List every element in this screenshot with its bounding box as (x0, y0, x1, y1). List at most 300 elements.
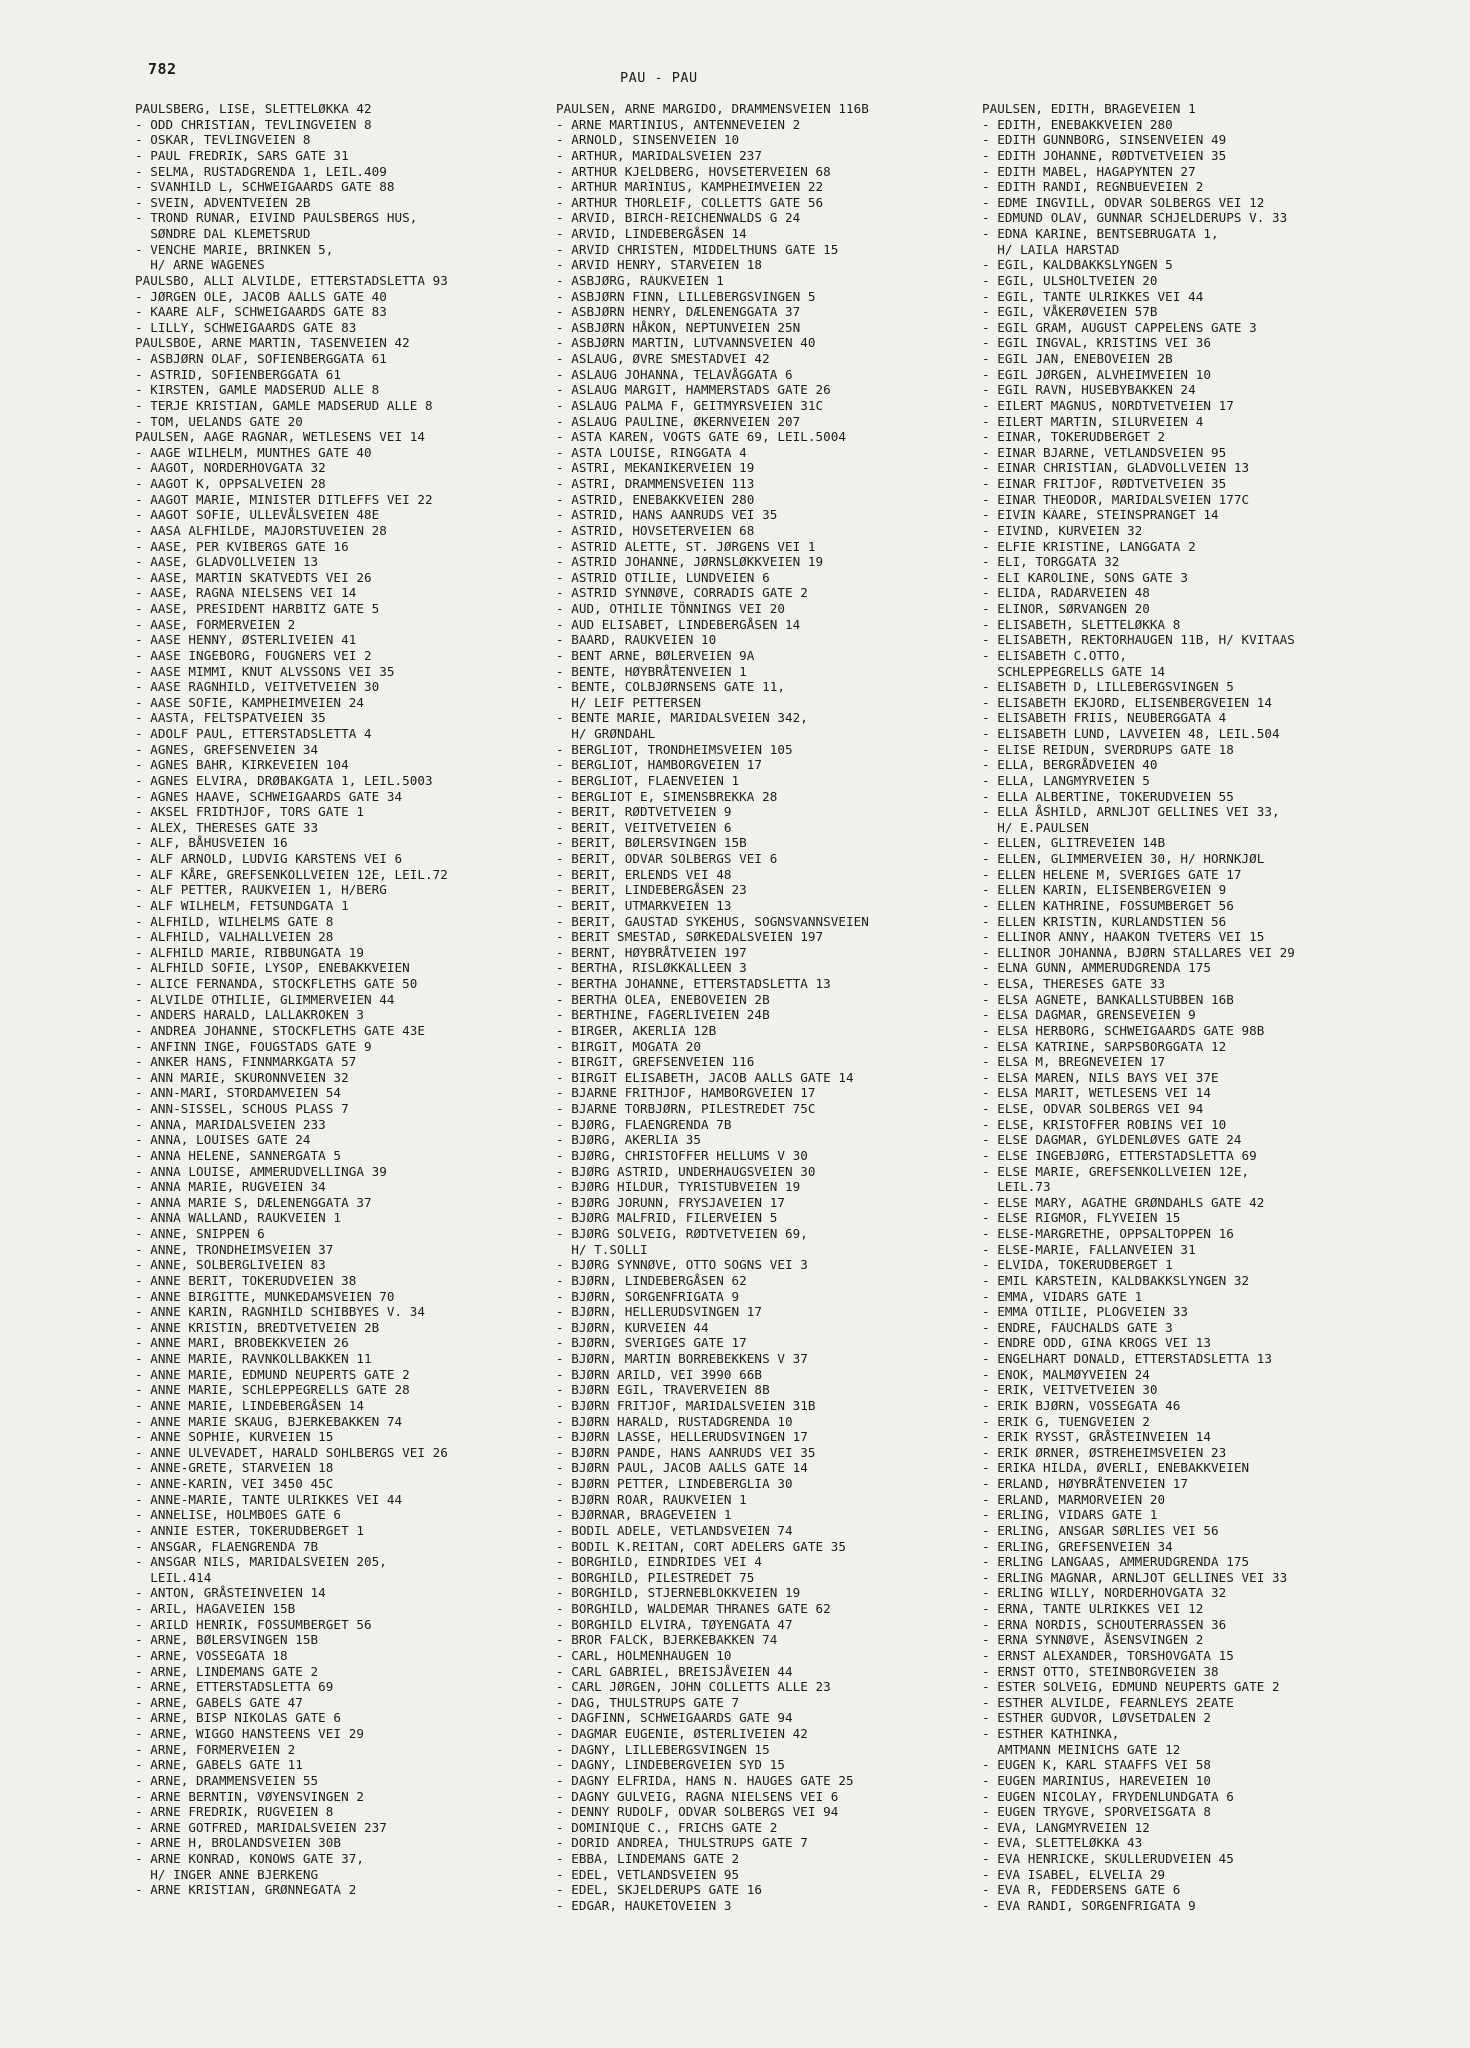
directory-entry-line: - AKSEL FRIDTHJOF, TORS GATE 1 (135, 804, 364, 820)
directory-entry-line: - ERNA, TANTE ULRIKKES VEI 12 (982, 1601, 1204, 1616)
directory-entry-line: - AAGOT MARIE, MINISTER DITLEFFS VEI 22 (135, 491, 433, 507)
directory-entry-line: - ELISABETH FRIIS, NEUBERGGATA 4 (982, 710, 1227, 726)
directory-entry-line: - ALFHILD MARIE, RIBBUNGATA 19 (135, 944, 364, 960)
directory-entry-line: - ADOLF PAUL, ETTERSTADSLETTA 4 (135, 726, 372, 741)
directory-entry-line: - ERNA SYNNØVE, ÅSENSVINGEN 2 (982, 1632, 1204, 1648)
directory-entry-line: - ESTHER GUDVOR, LØVSETDALEN 2 (982, 1710, 1211, 1726)
directory-entry-line: - BJØRN, SVERIGES GATE 17 (556, 1335, 747, 1351)
directory-entry-line: - AAGOT K, OPPSALVEIEN 28 (135, 476, 326, 491)
directory-entry-line: - EDITH RANDI, REGNBUEVEIEN 2 (982, 179, 1204, 195)
directory-entry-line: - ARTHUR, MARIDALSVEIEN 237 (556, 147, 763, 163)
directory-entry-line: - ELLINOR ANNY, HAAKON TVETERS VEI 15 (982, 929, 1265, 945)
directory-entry-line: - EDEL, VETLANDSVEIEN 95 (556, 1866, 740, 1882)
directory-entry-line: - ASTRID, SOFIENBERGGATA 61 (135, 366, 342, 382)
directory-entry-line: - ELLA, BERGRÅDVEIEN 40 (982, 757, 1158, 773)
directory-entry-line: - ASTRID SYNNØVE, CORRADIS GATE 2 (556, 585, 808, 601)
directory-entry-line: - AASE, PER KVIBERGS GATE 16 (135, 538, 349, 554)
directory-entry-line: - BODIL K.REITAN, CORT ADELERS GATE 35 (556, 1538, 847, 1554)
directory-entry-line: - ELISABETH C.OTTO, (982, 647, 1128, 663)
directory-entry-line: - ALFHILD, VALHALLVEIEN 28 (135, 929, 334, 945)
directory-entry-line: - ASTRI, DRAMMENSVEIEN 113 (556, 476, 755, 491)
directory-entry-line: - AASE, FORMERVEIEN 2 (135, 616, 296, 632)
directory-entry-line: - SVEIN, ADVENTVEIEN 2B (135, 194, 311, 210)
directory-entry-line: - BERTHA JOHANNE, ETTERSTADSLETTA 13 (556, 976, 831, 991)
directory-entry-line: - BERGLIOT E, SIMENSBREKKA 28 (556, 788, 778, 804)
directory-entry-line: - BENTE, HØYBRÅTENVEIEN 1 (556, 663, 747, 679)
directory-entry-line: - EDME INGVILL, ODVAR SOLBERGS VEI 12 (982, 194, 1265, 210)
directory-entry-line: - ALICE FERNANDA, STOCKFLETHS GATE 50 (135, 976, 418, 991)
directory-entry-line: - ANTON, GRÅSTEINVEIEN 14 (135, 1585, 326, 1601)
directory-entry-line: - DOMINIQUE C., FRICHS GATE 2 (556, 1819, 778, 1835)
directory-entry-line: - ANN MARIE, SKURONNVEIEN 32 (135, 1069, 349, 1085)
directory-entry-line: - EINAR THEODOR, MARIDALSVEIEN 177C (982, 491, 1250, 507)
directory-entry-line: - ENDRE, FAUCHALDS GATE 3 (982, 1319, 1173, 1335)
directory-entry-line: - ERIK, VEITVETVEIEN 30 (982, 1382, 1158, 1398)
directory-entry-line: - BIRGIT, GREFSENVEIEN 116 (556, 1054, 755, 1070)
directory-entry-line: - BERIT, GAUSTAD SYKEHUS, SOGNSVANNSVEIEN (556, 913, 869, 929)
directory-entry-line: - ERIK BJØRN, VOSSEGATA 46 (982, 1397, 1181, 1413)
directory-entry-line: - ALF PETTER, RAUKVEIEN 1, H/BERG (135, 882, 387, 898)
directory-entry-line: - ANN-SISSEL, SCHOUS PLASS 7 (135, 1101, 349, 1116)
directory-entry-line: AMTMANN MEINICHS GATE 12 (982, 1741, 1181, 1757)
directory-entry-line: - ALFHILD SOFIE, LYSOP, ENEBAKKVEIEN (135, 960, 410, 976)
directory-entry-line: - ENDRE ODD, GINA KROGS VEI 13 (982, 1335, 1211, 1351)
directory-entry-line: - AASE HENNY, ØSTERLIVEIEN 41 (135, 632, 357, 648)
directory-entry-line: - ASTRID JOHANNE, JØRNSLØKKVEIEN 19 (556, 554, 824, 570)
directory-entry-line: - ASTRID, ENEBAKKVEIEN 280 (556, 491, 755, 507)
directory-entry-line: - ARTHUR KJELDBERG, HOVSETERVEIEN 68 (556, 163, 831, 179)
directory-entry-line: - ARNE GOTFRED, MARIDALSVEIEN 237 (135, 1819, 387, 1835)
directory-entry-line: - ANNE, TRONDHEIMSVEIEN 37 (135, 1241, 334, 1257)
directory-entry-line: - EINAR BJARNE, VETLANDSVEIEN 95 (982, 444, 1227, 460)
directory-entry-line: LEIL.414 (135, 1569, 212, 1585)
directory-entry-line: - BERTHA, RISLØKKALLEEN 3 (556, 960, 747, 976)
directory-entry-line: - ASBJØRN FINN, LILLEBERGSVINGEN 5 (556, 288, 816, 304)
directory-entry-line: - ARNE KRISTIAN, GRØNNEGATA 2 (135, 1882, 357, 1898)
directory-entry-line: - EVA, SLETTELØKKA 43 (982, 1835, 1143, 1851)
directory-entry-line: - ANNA, LOUISES GATE 24 (135, 1132, 311, 1148)
directory-entry-line: - EDEL, SKJELDERUPS GATE 16 (556, 1882, 763, 1898)
directory-entry-line: - ANNE-MARIE, TANTE ULRIKKES VEI 44 (135, 1491, 403, 1507)
directory-entry-line: PAULSBERG, LISE, SLETTELØKKA 42 (135, 101, 372, 116)
directory-entry-line: - KAARE ALF, SCHWEIGAARDS GATE 83 (135, 304, 387, 320)
directory-entry-line: - EIVIN KAARE, STEINSPRANGET 14 (982, 507, 1219, 523)
directory-entry-line: - ARNE, FORMERVEIEN 2 (135, 1741, 296, 1757)
directory-entry-line: - ASBJØRN OLAF, SOFIENBERGGATA 61 (135, 351, 387, 366)
directory-entry-line: - EDITH GUNNBORG, SINSENVEIEN 49 (982, 132, 1227, 148)
directory-entry-line: - KIRSTEN, GAMLE MADSERUD ALLE 8 (135, 382, 380, 398)
directory-column-3 (982, 101, 1430, 1914)
directory-entry-line: PAULSBO, ALLI ALVILDE, ETTERSTADSLETTA 93 (135, 272, 448, 288)
directory-entry-line: - ELLEN KRISTIN, KURLANDSTIEN 56 (982, 913, 1227, 929)
directory-entry-line: - ARNOLD, SINSENVEIEN 10 (556, 132, 740, 148)
directory-entry-line: - AGNES ELVIRA, DRØBAKGATA 1, LEIL.5003 (135, 772, 433, 788)
directory-entry-line: - BJØRN ROAR, RAUKVEIEN 1 (556, 1491, 747, 1507)
directory-entry-line: - ELSA KATRINE, SARPSBORGGATA 12 (982, 1038, 1227, 1054)
directory-entry-line: - ELSE, ODVAR SOLBERGS VEI 94 (982, 1101, 1204, 1116)
directory-entry-line: - ELISABETH, REKTORHAUGEN 11B, H/ KVITAAS (982, 632, 1295, 648)
directory-entry-line: - EINAR CHRISTIAN, GLADVOLLVEIEN 13 (982, 460, 1250, 476)
directory-entry-line: - BJØRG, CHRISTOFFER HELLUMS V 30 (556, 1147, 808, 1163)
directory-entry-line: - EDNA KARINE, BENTSEBRUGATA 1, (982, 226, 1219, 241)
directory-entry-line: - ELSE INGEBJØRG, ETTERSTADSLETTA 69 (982, 1147, 1257, 1163)
directory-entry-line: H/ LAILA HARSTAD (982, 241, 1120, 257)
directory-entry-line: - TERJE KRISTIAN, GAMLE MADSERUD ALLE 8 (135, 397, 433, 413)
directory-entry-line: - AASTA, FELTSPATVEIEN 35 (135, 710, 326, 726)
directory-entry-line: - ANNA MARIE S, DÆLENENGGATA 37 (135, 1194, 372, 1210)
directory-entry-line: - AASE, MARTIN SKATVEDTS VEI 26 (135, 569, 372, 585)
directory-entry-line: - ERLING WILLY, NORDERHOVGATA 32 (982, 1585, 1227, 1601)
directory-entry-line: - ARTHUR THORLEIF, COLLETTS GATE 56 (556, 194, 824, 210)
directory-entry-line: - ANNE MARIE, LINDEBERGÅSEN 14 (135, 1397, 364, 1413)
directory-entry-line: - BORGHILD, STJERNEBLOKKVEIEN 19 (556, 1585, 801, 1601)
directory-entry-line: - ARNE BERNTIN, VØYENSVINGEN 2 (135, 1788, 364, 1804)
directory-entry-line: - AAGE WILHELM, MUNTHES GATE 40 (135, 444, 372, 460)
directory-entry-line: - ANDREA JOHANNE, STOCKFLETHS GATE 43E (135, 1022, 426, 1038)
directory-entry-line: - BJØRG JORUNN, FRYSJAVEIEN 17 (556, 1194, 785, 1210)
directory-entry-line: - CARL JØRGEN, JOHN COLLETTS ALLE 23 (556, 1679, 831, 1695)
directory-entry-line: - ERIK ØRNER, ØSTREHEIMSVEIEN 23 (982, 1444, 1227, 1460)
directory-entry-line: - ELSE DAGMAR, GYLDENLØVES GATE 24 (982, 1132, 1242, 1148)
directory-entry-line: - EVA HENRICKE, SKULLERUDVEIEN 45 (982, 1851, 1234, 1866)
directory-entry-line: - ASLAUG MARGIT, HAMMERSTADS GATE 26 (556, 382, 831, 398)
directory-entry-line: - OSKAR, TEVLINGVEIEN 8 (135, 132, 311, 148)
directory-entry-line: - ASBJØRN HÅKON, NEPTUNVEIEN 25N (556, 319, 801, 335)
directory-entry-line: - ERLING, ANSGAR SØRLIES VEI 56 (982, 1522, 1219, 1538)
directory-entry-line: - EUGEN K, KARL STAAFFS VEI 58 (982, 1757, 1211, 1773)
directory-entry-line: - ANNE-GRETE, STARVEIEN 18 (135, 1460, 334, 1476)
directory-entry-line: - ARILD HENRIK, FOSSUMBERGET 56 (135, 1616, 372, 1632)
directory-entry-line: - ARTHUR MARINIUS, KAMPHEIMVEIEN 22 (556, 179, 824, 195)
directory-entry-line: - EGIL, VÅKERØVEIEN 57B (982, 304, 1158, 320)
directory-entry-line: - ANNELISE, HOLMBOES GATE 6 (135, 1507, 342, 1523)
directory-entry-line: - ESTER SOLVEIG, EDMUND NEUPERTS GATE 2 (982, 1679, 1280, 1695)
directory-entry-line: H/ T.SOLLI (556, 1241, 648, 1257)
directory-entry-line: - ERIK RYSST, GRÅSTEINVEIEN 14 (982, 1429, 1211, 1445)
directory-entry-line: - EDITH MABEL, HAGAPYNTEN 27 (982, 163, 1196, 179)
directory-entry-line: - ELISABETH EKJORD, ELISENBERGVEIEN 14 (982, 694, 1273, 710)
directory-entry-line: - ARNE, BISP NIKOLAS GATE 6 (135, 1710, 342, 1726)
directory-entry-line: - ANNE KRISTIN, BREDTVETVEIEN 2B (135, 1319, 380, 1335)
directory-entry-line: - ELLA ÅSHILD, ARNLJOT GELLINES VEI 33, (982, 804, 1280, 820)
directory-entry-line: - ESTHER KATHINKA, (982, 1726, 1120, 1741)
directory-entry-line: - EVA, LANGMYRVEIEN 12 (982, 1819, 1150, 1835)
directory-entry-line: - BENTE, COLBJØRNSENS GATE 11, (556, 679, 785, 695)
directory-entry-line: - ARNE, GABELS GATE 11 (135, 1757, 303, 1773)
directory-entry-line: - ELFIE KRISTINE, LANGGATA 2 (982, 538, 1196, 554)
directory-entry-line: - BENT ARNE, BØLERVEIEN 9A (556, 647, 755, 663)
directory-entry-line: - BJØRN PANDE, HANS AANRUDS VEI 35 (556, 1444, 816, 1460)
directory-entry-line: - ESTHER ALVILDE, FEARNLEYS 2EATE (982, 1694, 1234, 1710)
directory-entry-line: - ASTRI, MEKANIKERVEIEN 19 (556, 460, 755, 476)
directory-entry-line: - ELSE MARY, AGATHE GRØNDAHLS GATE 42 (982, 1194, 1265, 1210)
directory-entry-line: - EGIL JAN, ENEBOVEIEN 2B (982, 351, 1173, 366)
directory-entry-line: - ELLA, LANGMYRVEIEN 5 (982, 772, 1150, 788)
directory-entry-line: - ELSE MARIE, GREFSENKOLLVEIEN 12E, (982, 1163, 1250, 1179)
directory-entry-line: - ELSE-MARGRETHE, OPPSALTOPPEN 16 (982, 1226, 1234, 1241)
directory-entry-line: - BJØRN, HELLERUDSVINGEN 17 (556, 1304, 763, 1320)
directory-entry-line: - EVA R, FEDDERSENS GATE 6 (982, 1882, 1181, 1898)
directory-entry-line: - EUGEN TRYGVE, SPORVEISGATA 8 (982, 1804, 1211, 1820)
directory-entry-line: - AASE MIMMI, KNUT ALVSSONS VEI 35 (135, 663, 395, 679)
directory-entry-line: - BJØRN LASSE, HELLERUDSVINGEN 17 (556, 1429, 808, 1445)
directory-entry-line: - ASLAUG PALMA F, GEITMYRSVEIEN 31C (556, 397, 824, 413)
directory-entry-line: - EGIL GRAM, AUGUST CAPPELENS GATE 3 (982, 319, 1257, 335)
directory-entry-line: - ELISABETH, SLETTELØKKA 8 (982, 616, 1181, 632)
directory-entry-line: - EILERT MARTIN, SILURVEIEN 4 (982, 413, 1204, 429)
directory-entry-line: - BORGHILD, EINDRIDES VEI 4 (556, 1554, 763, 1570)
directory-entry-line: - EGIL, KALDBAKKSLYNGEN 5 (982, 257, 1173, 273)
directory-entry-line: - AASA ALFHILDE, MAJORSTUVEIEN 28 (135, 522, 387, 538)
directory-entry-line: - BERIT, ODVAR SOLBERGS VEI 6 (556, 851, 778, 866)
directory-entry-line: - ELLEN HELENE M, SVERIGES GATE 17 (982, 866, 1242, 882)
directory-entry-line: - BAARD, RAUKVEIEN 10 (556, 632, 717, 648)
directory-entry-line: - ERIK G, TUENGVEIEN 2 (982, 1413, 1150, 1429)
directory-entry-line: - ANSGAR, FLAENGRENDA 7B (135, 1538, 319, 1554)
directory-entry-line: - ANNE MARI, BROBEKKVEIEN 26 (135, 1335, 349, 1351)
directory-entry-line: - DAGNY ELFRIDA, HANS N. HAUGES GATE 25 (556, 1772, 854, 1788)
directory-entry-line: - ELLEN KATHRINE, FOSSUMBERGET 56 (982, 897, 1234, 913)
directory-entry-line: - EILERT MAGNUS, NORDTVETVEIEN 17 (982, 397, 1234, 413)
directory-entry-line: - ANNIE ESTER, TOKERUDBERGET 1 (135, 1522, 364, 1538)
directory-entry-line: - BJØRN PETTER, LINDEBERGLIA 30 (556, 1476, 793, 1491)
directory-entry-line: - ANNE, SOLBERGLIVEIEN 83 (135, 1257, 326, 1273)
directory-entry-line: - ANNA WALLAND, RAUKVEIEN 1 (135, 1210, 342, 1226)
directory-entry-line: - SVANHILD L, SCHWEIGAARDS GATE 88 (135, 179, 395, 195)
directory-entry-line: - EMMA OTILIE, PLOGVEIEN 33 (982, 1304, 1189, 1320)
directory-entry-line: - TOM, UELANDS GATE 20 (135, 413, 303, 429)
directory-entry-line: - ARNE, WIGGO HANSTEENS VEI 29 (135, 1726, 364, 1741)
directory-entry-line: - ARNE KONRAD, KONOWS GATE 37, (135, 1851, 364, 1866)
directory-entry-line: - EINAR, TOKERUDBERGET 2 (982, 429, 1166, 445)
directory-entry-line: - BERIT, BØLERSVINGEN 15B (556, 835, 747, 851)
directory-entry-line: - AAGOT SOFIE, ULLEVÅLSVEIEN 48E (135, 507, 380, 523)
directory-entry-line: - ELSA MARIT, WETLESENS VEI 14 (982, 1085, 1211, 1101)
directory-entry-line: - ELLEN, GLITREVEIEN 14B (982, 835, 1166, 851)
directory-entry-line: - ELLEN KARIN, ELISENBERGVEIEN 9 (982, 882, 1227, 898)
directory-entry-line: - BIRGIT ELISABETH, JACOB AALLS GATE 14 (556, 1069, 854, 1085)
directory-entry-line: - ELSA AGNETE, BANKALLSTUBBEN 16B (982, 991, 1234, 1007)
directory-entry-line: - ALVILDE OTHILIE, GLIMMERVEIEN 44 (135, 991, 395, 1007)
directory-entry-line: - BJØRN FRITJOF, MARIDALSVEIEN 31B (556, 1397, 816, 1413)
directory-entry-line: - EUGEN NICOLAY, FRYDENLUNDGATA 6 (982, 1788, 1234, 1804)
directory-entry-line: H/ E.PAULSEN (982, 819, 1089, 835)
directory-column-2 (556, 101, 974, 1914)
directory-entry-line: - ERLING LANGAAS, AMMERUDGRENDA 175 (982, 1554, 1250, 1570)
directory-entry-line: - ELSE, KRISTOFFER ROBINS VEI 10 (982, 1116, 1227, 1132)
directory-entry-line: - ANNE-KARIN, VEI 3450 45C (135, 1476, 334, 1491)
directory-entry-line: - EUGEN MARINIUS, HAREVEIEN 10 (982, 1772, 1211, 1788)
directory-entry-line: - ALF WILHELM, FETSUNDGATA 1 (135, 897, 349, 913)
directory-entry-line: - ALF, BÅHUSVEIEN 16 (135, 835, 288, 851)
directory-entry-line: PAULSEN, EDITH, BRAGEVEIEN 1 (982, 101, 1196, 116)
directory-entry-line: - ELLINOR JOHANNA, BJØRN STALLARES VEI 29 (982, 944, 1295, 960)
directory-entry-line: - AASE, RAGNA NIELSENS VEI 14 (135, 585, 357, 601)
directory-entry-line: - DAG, THULSTRUPS GATE 7 (556, 1694, 740, 1710)
directory-entry-line: - BIRGIT, MOGATA 20 (556, 1038, 702, 1054)
directory-entry-line: - ERLING MAGNAR, ARNLJOT GELLINES VEI 33 (982, 1569, 1288, 1585)
directory-entry-line: - BENTE MARIE, MARIDALSVEIEN 342, (556, 710, 808, 726)
directory-entry-line: - ANNE SOPHIE, KURVEIEN 15 (135, 1429, 334, 1445)
directory-entry-line: - ELISE REIDUN, SVERDRUPS GATE 18 (982, 741, 1234, 757)
directory-entry-line: - BJØRG MALFRID, FILERVEIEN 5 (556, 1210, 778, 1226)
directory-entry-line: - ASTRID, HANS AANRUDS VEI 35 (556, 507, 778, 523)
directory-entry-line: - ERNST OTTO, STEINBORGVEIEN 38 (982, 1663, 1219, 1679)
directory-entry-line: - EVA ISABEL, ELVELIA 29 (982, 1866, 1166, 1882)
directory-entry-line: - ALFHILD, WILHELMS GATE 8 (135, 913, 334, 929)
directory-entry-line: - EDGAR, HAUKETOVEIEN 3 (556, 1897, 732, 1913)
directory-entry-line: - ENGELHART DONALD, ETTERSTADSLETTA 13 (982, 1351, 1273, 1366)
directory-entry-line: - BJØRNAR, BRAGEVEIEN 1 (556, 1507, 732, 1523)
directory-entry-line: - ERNA NORDIS, SCHOUTERRASSEN 36 (982, 1616, 1227, 1632)
directory-entry-line: - BJARNE TORBJØRN, PILESTREDET 75C (556, 1101, 816, 1116)
directory-entry-line: - ARVID, LINDEBERGÅSEN 14 (556, 226, 747, 241)
directory-entry-line: - BJØRN PAUL, JACOB AALLS GATE 14 (556, 1460, 808, 1476)
directory-entry-line: - ASTA LOUISE, RINGGATA 4 (556, 444, 747, 460)
directory-entry-line: - ELLEN, GLIMMERVEIEN 30, H/ HORNKJØL (982, 851, 1265, 866)
directory-entry-line: - ANNE BIRGITTE, MUNKEDAMSVEIEN 70 (135, 1288, 395, 1304)
directory-entry-line: - BJØRN HARALD, RUSTADGRENDA 10 (556, 1413, 793, 1429)
directory-entry-line: - ARNE, LINDEMANS GATE 2 (135, 1663, 319, 1679)
directory-entry-line: - BERIT, LINDEBERGÅSEN 23 (556, 882, 747, 898)
directory-entry-line: - ELSA M, BREGNEVEIEN 17 (982, 1054, 1166, 1070)
directory-entry-line: - BJØRG, FLAENGRENDA 7B (556, 1116, 732, 1132)
directory-entry-line: - BJØRN, KURVEIEN 44 (556, 1319, 709, 1335)
directory-entry-line: - ELSA DAGMAR, GRENSEVEIEN 9 (982, 1007, 1196, 1023)
directory-entry-line: - ASLAUG JOHANNA, TELAVÅGGATA 6 (556, 366, 793, 382)
directory-entry-line: - AAGOT, NORDERHOVGATA 32 (135, 460, 326, 476)
directory-entry-line: - ERLING, VIDARS GATE 1 (982, 1507, 1158, 1523)
directory-entry-line: - ANKER HANS, FINNMARKGATA 57 (135, 1054, 357, 1070)
directory-entry-line: - BERTHINE, FAGERLIVEIEN 24B (556, 1007, 770, 1023)
directory-entry-line: - EGIL RAVN, HUSEBYBAKKEN 24 (982, 382, 1196, 398)
directory-entry-line: SØNDRE DAL KLEMETSRUD (135, 226, 311, 241)
directory-entry-line: - BIRGER, AKERLIA 12B (556, 1022, 717, 1038)
directory-entry-line: - BJØRN, MARTIN BORREBEKKENS V 37 (556, 1351, 808, 1366)
directory-entry-line: - CARL GABRIEL, BREISJÅVEIEN 44 (556, 1663, 793, 1679)
directory-entry-line: - DORID ANDREA, THULSTRUPS GATE 7 (556, 1835, 808, 1851)
directory-entry-line: - ALF ARNOLD, LUDVIG KARSTENS VEI 6 (135, 851, 403, 866)
directory-entry-line: - ANNA, MARIDALSVEIEN 233 (135, 1116, 326, 1132)
directory-entry-line: - ERLING, GREFSENVEIEN 34 (982, 1538, 1173, 1554)
directory-entry-line: - AUD ELISABET, LINDEBERGÅSEN 14 (556, 616, 801, 632)
directory-entry-line: - ASBJØRG, RAUKVEIEN 1 (556, 272, 724, 288)
directory-entry-line: - ANFINN INGE, FOUGSTADS GATE 9 (135, 1038, 372, 1054)
directory-entry-line: - ASLAUG PAULINE, ØKERNVEIEN 207 (556, 413, 801, 429)
directory-entry-line: - DENNY RUDOLF, ODVAR SOLBERGS VEI 94 (556, 1804, 839, 1820)
directory-entry-line: - VENCHE MARIE, BRINKEN 5, (135, 241, 334, 257)
directory-entry-line: - ELLA ALBERTINE, TOKERUDVEIEN 55 (982, 788, 1234, 804)
directory-entry-line: - AGNES BAHR, KIRKEVEIEN 104 (135, 757, 349, 773)
directory-entry-line: LEIL.73 (982, 1179, 1051, 1195)
directory-entry-line: - ANSGAR NILS, MARIDALSVEIEN 205, (135, 1554, 387, 1570)
directory-entry-line: - BJØRG SOLVEIG, RØDTVETVEIEN 69, (556, 1226, 808, 1241)
directory-entry-line: - LILLY, SCHWEIGAARDS GATE 83 (135, 319, 357, 335)
directory-entry-line: - CARL, HOLMENHAUGEN 10 (556, 1647, 732, 1663)
running-head: PAU - PAU (620, 70, 698, 86)
directory-entry-line: - AASE SOFIE, KAMPHEIMVEIEN 24 (135, 694, 364, 710)
directory-entry-line: - ELISABETH LUND, LAVVEIEN 48, LEIL.504 (982, 726, 1280, 741)
directory-entry-line: - BJØRN, SORGENFRIGATA 9 (556, 1288, 740, 1304)
directory-entry-line: - AASE, PRESIDENT HARBITZ GATE 5 (135, 601, 380, 616)
directory-entry-line: - EGIL JØRGEN, ALVHEIMVEIEN 10 (982, 366, 1211, 382)
directory-entry-line: - BODIL ADELE, VETLANDSVEIEN 74 (556, 1522, 793, 1538)
directory-entry-line: - BORGHILD, PILESTREDET 75 (556, 1569, 755, 1585)
directory-entry-line: - EVA RANDI, SORGENFRIGATA 9 (982, 1897, 1196, 1913)
directory-entry-line: - ELNA GUNN, AMMERUDGRENDA 175 (982, 960, 1211, 976)
directory-entry-line: - BROR FALCK, BJERKEBAKKEN 74 (556, 1632, 778, 1648)
page-number: 782 (148, 60, 177, 78)
directory-entry-line: PAULSEN, AAGE RAGNAR, WETLESENS VEI 14 (135, 429, 426, 445)
directory-entry-line: - BERIT, RØDTVETVEIEN 9 (556, 804, 732, 820)
directory-entry-line: - ASTRID ALETTE, ST. JØRGENS VEI 1 (556, 538, 816, 554)
directory-entry-line: - ARIL, HAGAVEIEN 15B (135, 1601, 296, 1616)
directory-entry-line: PAULSEN, ARNE MARGIDO, DRAMMENSVEIEN 116B (556, 101, 869, 116)
directory-entry-line: - BERIT, VEITVETVEIEN 6 (556, 819, 732, 835)
directory-entry-line: - BJØRG HILDUR, TYRISTUBVEIEN 19 (556, 1179, 801, 1195)
directory-entry-line: - ELISABETH D, LILLEBERGSVINGEN 5 (982, 679, 1234, 695)
directory-entry-line: - DAGFINN, SCHWEIGAARDS GATE 94 (556, 1710, 793, 1726)
directory-entry-line: - ELINOR, SØRVANGEN 20 (982, 601, 1150, 616)
directory-entry-line: - ELVIDA, TOKERUDBERGET 1 (982, 1257, 1173, 1273)
directory-entry-line: - ANNE BERIT, TOKERUDVEIEN 38 (135, 1272, 357, 1288)
directory-entry-line: - PAUL FREDRIK, SARS GATE 31 (135, 147, 349, 163)
directory-entry-line: - ARVID HENRY, STARVEIEN 18 (556, 257, 763, 273)
directory-entry-line: - ASTRID, HOVSETERVEIEN 68 (556, 522, 755, 538)
directory-entry-line: - BJØRN ARILD, VEI 3990 66B (556, 1366, 763, 1382)
directory-entry-line: - ARNE FREDRIK, RUGVEIEN 8 (135, 1804, 334, 1820)
directory-entry-line: - BERIT, ERLENDS VEI 48 (556, 866, 732, 882)
directory-entry-line: - AGNES HAAVE, SCHWEIGAARDS GATE 34 (135, 788, 403, 804)
directory-entry-line: - EDMUND OLAV, GUNNAR SCHJELDERUPS V. 33 (982, 210, 1288, 226)
directory-entry-line: - ANNE MARIE, EDMUND NEUPERTS GATE 2 (135, 1366, 410, 1382)
directory-entry-line: - ANNE KARIN, RAGNHILD SCHIBBYES V. 34 (135, 1304, 426, 1320)
directory-entry-line: - ALF KÅRE, GREFSENKOLLVEIEN 12E, LEIL.72 (135, 866, 448, 882)
directory-entry-line: H/ ARNE WAGENES (135, 257, 265, 273)
directory-entry-line: - ASTA KAREN, VOGTS GATE 69, LEIL.5004 (556, 429, 847, 445)
directory-entry-line: - ELSA, THERESES GATE 33 (982, 976, 1166, 991)
directory-entry-line: - BORGHILD, WALDEMAR THRANES GATE 62 (556, 1601, 831, 1616)
directory-entry-line: - ELI KAROLINE, SONS GATE 3 (982, 569, 1189, 585)
directory-entry-line: - ELIDA, RADARVEIEN 48 (982, 585, 1150, 601)
directory-entry-line: - EMMA, VIDARS GATE 1 (982, 1288, 1143, 1304)
directory-entry-line: - JØRGEN OLE, JACOB AALLS GATE 40 (135, 288, 387, 304)
directory-entry-line: - EINAR FRITJOF, RØDTVETVEIEN 35 (982, 476, 1227, 491)
directory-entry-line: - ANDERS HARALD, LALLAKROKEN 3 (135, 1007, 364, 1023)
directory-entry-line: - BERGLIOT, TRONDHEIMSVEIEN 105 (556, 741, 793, 757)
directory-entry-line: - ANNA LOUISE, AMMERUDVELLINGA 39 (135, 1163, 387, 1179)
directory-entry-line: - ELSA MAREN, NILS BAYS VEI 37E (982, 1069, 1219, 1085)
directory-entry-line: - ALEX, THERESES GATE 33 (135, 819, 319, 835)
directory-entry-line: - ERLAND, MARMORVEIEN 20 (982, 1491, 1166, 1507)
directory-entry-line: - ARVID CHRISTEN, MIDDELTHUNS GATE 15 (556, 241, 839, 257)
directory-entry-line: - BERNT, HØYBRÅTVEIEN 197 (556, 944, 747, 960)
directory-entry-line: - ANNE MARIE, SCHLEPPEGRELLS GATE 28 (135, 1382, 410, 1398)
directory-entry-line: PAULSBOE, ARNE MARTIN, TASENVEIEN 42 (135, 335, 410, 351)
directory-entry-line: - BJØRN EGIL, TRAVERVEIEN 8B (556, 1382, 770, 1398)
directory-entry-line: - BJARNE FRITHJOF, HAMBORGVEIEN 17 (556, 1085, 816, 1101)
directory-entry-line: - DAGNY, LINDEBERGVEIEN SYD 15 (556, 1757, 785, 1773)
directory-entry-line: - ANNA HELENE, SANNERGATA 5 (135, 1147, 342, 1163)
directory-entry-line: H/ INGER ANNE BJERKENG (135, 1866, 319, 1882)
directory-entry-line: - DAGMAR EUGENIE, ØSTERLIVEIEN 42 (556, 1726, 808, 1741)
directory-entry-line: - AUD, OTHILIE TÖNNINGS VEI 20 (556, 601, 785, 616)
directory-entry-line: - ARNE, BØLERSVINGEN 15B (135, 1632, 319, 1648)
directory-entry-line: - AASE INGEBORG, FOUGNERS VEI 2 (135, 647, 372, 663)
directory-entry-line: - AASE RAGNHILD, VEITVETVEIEN 30 (135, 679, 380, 695)
directory-entry-line: - EBBA, LINDEMANS GATE 2 (556, 1851, 740, 1866)
directory-entry-line: - EMIL KARSTEIN, KALDBAKKSLYNGEN 32 (982, 1272, 1250, 1288)
